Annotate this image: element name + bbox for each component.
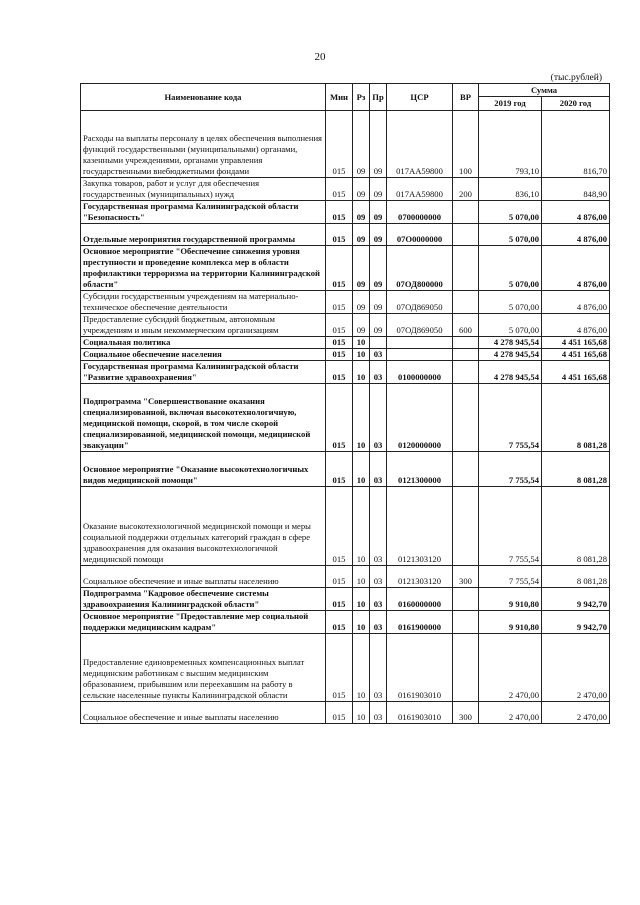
table-row [81,349,610,361]
cell-pr: 09 [370,224,387,246]
cell-pr: 03 [370,487,387,566]
cell-min: 015 [326,349,353,361]
cell-vr: 200 [453,178,479,201]
cell-name: Социальное обеспечение и иные выплаты населению [81,702,326,724]
cell-y2019: 793,10 [479,111,542,178]
cell-y2019: 4 278 945,54 [479,337,542,349]
cell-rz: 10 [353,588,370,611]
table-row [81,588,610,611]
cell-rz: 10 [353,611,370,634]
cell-y2019: 2 470,00 [479,702,542,724]
cell-pr: 09 [370,111,387,178]
cell-y2020: 2 470,00 [542,702,610,724]
cell-y2019: 4 278 945,54 [479,361,542,384]
cell-name: Государственная программа Калининградской области "Развитие здравоохранения" [81,361,326,384]
cell-rz: 10 [353,452,370,487]
cell-y2019: 5 070,00 [479,291,542,314]
cell-y2020: 4 451 165,68 [542,337,610,349]
header-csr: ЦСР [387,84,453,111]
cell-pr [370,337,387,349]
cell-csr: 0160000000 [387,588,453,611]
cell-vr [453,246,479,291]
cell-rz: 09 [353,224,370,246]
header-2019: 2019 год [479,97,542,111]
cell-min: 015 [326,702,353,724]
cell-min: 015 [326,588,353,611]
cell-vr [453,611,479,634]
table-row [81,487,610,566]
cell-y2020: 8 081,28 [542,566,610,588]
cell-name: Основное мероприятие "Обеспечение снижения уровня преступности и проведение комплекса мер в области профилактики терроризма на территории Калининградской области" [81,246,326,291]
cell-y2020: 4 876,00 [542,314,610,337]
cell-y2020: 2 470,00 [542,634,610,702]
cell-vr: 300 [453,566,479,588]
cell-min: 015 [326,611,353,634]
cell-vr: 600 [453,314,479,337]
cell-pr: 03 [370,384,387,452]
table-row [81,291,610,314]
cell-name: Закупка товаров, работ и услуг для обеспечения государственных (муниципальных) нужд [81,178,326,201]
cell-name: Социальная политика [81,337,326,349]
table-row [81,634,610,702]
cell-csr [387,349,453,361]
cell-csr: 0121303120 [387,487,453,566]
cell-pr: 03 [370,634,387,702]
budget-table [80,83,610,724]
cell-y2019: 5 070,00 [479,246,542,291]
header-rz: Рз [353,84,370,111]
cell-pr: 09 [370,201,387,224]
cell-min: 015 [326,384,353,452]
table-row [81,201,610,224]
cell-csr: 0700000000 [387,201,453,224]
cell-pr: 03 [370,361,387,384]
table-row [81,361,610,384]
cell-rz: 09 [353,314,370,337]
cell-vr [453,487,479,566]
header-2020: 2020 год [542,97,610,111]
cell-rz: 10 [353,634,370,702]
cell-name: Предоставление единовременных компенсационных выплат медицинским работникам с высшим медицинским образованием, прибывшим или переехавшим на работу в сельские населенные пункты Калининградской области [81,634,326,702]
cell-name: Предоставление субсидий бюджетным, автономным учреждениям и иным некоммерческим организациям [81,314,326,337]
cell-pr: 03 [370,452,387,487]
header-vr: ВР [453,84,479,111]
cell-pr: 03 [370,349,387,361]
cell-csr: 0121300000 [387,452,453,487]
cell-csr: 07ОД869050 [387,291,453,314]
cell-min: 015 [326,111,353,178]
cell-vr [453,361,479,384]
cell-min: 015 [326,452,353,487]
cell-y2019: 9 910,80 [479,611,542,634]
cell-name: Расходы на выплаты персоналу в целях обеспечения выполнения функций государственными (муниципальными) органами, казенными учреждениями, органами управления государственными внебюджетными фондами [81,111,326,178]
cell-y2020: 9 942,70 [542,588,610,611]
cell-vr: 100 [453,111,479,178]
cell-y2019: 7 755,54 [479,452,542,487]
cell-rz: 10 [353,384,370,452]
cell-pr: 03 [370,566,387,588]
cell-vr [453,349,479,361]
cell-y2020: 4 451 165,68 [542,361,610,384]
header-min: Мин [326,84,353,111]
cell-min: 015 [326,566,353,588]
cell-vr [453,224,479,246]
cell-csr [387,337,453,349]
header-pr: Пр [370,84,387,111]
cell-csr: 0161903010 [387,702,453,724]
units-label: (тыс.рублей) [550,73,602,83]
cell-vr [453,588,479,611]
cell-name: Социальное обеспечение и иные выплаты населению [81,566,326,588]
cell-vr [453,337,479,349]
cell-pr: 09 [370,314,387,337]
cell-y2020: 4 876,00 [542,224,610,246]
cell-min: 015 [326,224,353,246]
cell-name: Основное мероприятие "Оказание высокотехнологичных видов медицинской помощи" [81,452,326,487]
cell-y2020: 4 876,00 [542,291,610,314]
cell-y2019: 836,10 [479,178,542,201]
cell-vr [453,452,479,487]
cell-rz: 10 [353,566,370,588]
cell-csr: 017АА59800 [387,111,453,178]
table-row [81,246,610,291]
page-number: 20 [314,51,326,63]
cell-vr: 300 [453,702,479,724]
cell-rz: 10 [353,487,370,566]
table-row [81,384,610,452]
cell-y2020: 8 081,28 [542,487,610,566]
cell-min: 015 [326,201,353,224]
header-sum: Сумма [479,84,610,97]
cell-rz: 09 [353,291,370,314]
cell-min: 015 [326,337,353,349]
cell-y2019: 5 070,00 [479,224,542,246]
table-row [81,452,610,487]
cell-y2019: 9 910,80 [479,588,542,611]
cell-y2020: 8 081,28 [542,452,610,487]
cell-y2019: 7 755,54 [479,566,542,588]
cell-y2019: 2 470,00 [479,634,542,702]
cell-name: Подпрограмма "Кадровое обеспечение системы здравоохранения Калининградской области" [81,588,326,611]
cell-y2020: 4 876,00 [542,246,610,291]
cell-rz: 09 [353,111,370,178]
cell-y2019: 7 755,54 [479,384,542,452]
cell-rz: 09 [353,178,370,201]
cell-min: 015 [326,246,353,291]
cell-y2019: 4 278 945,54 [479,349,542,361]
cell-y2020: 4 876,00 [542,201,610,224]
cell-rz: 10 [353,702,370,724]
cell-csr: 0161903010 [387,634,453,702]
cell-rz: 10 [353,361,370,384]
table-row [81,611,610,634]
cell-vr [453,384,479,452]
cell-rz: 09 [353,201,370,224]
table-row [81,111,610,178]
cell-min: 015 [326,361,353,384]
cell-y2019: 5 070,00 [479,314,542,337]
cell-y2020: 9 942,70 [542,611,610,634]
cell-name: Государственная программа Калининградской области "Безопасность" [81,201,326,224]
table-row [81,314,610,337]
cell-y2020: 4 451 165,68 [542,349,610,361]
cell-name: Подпрограмма "Совершенствование оказания специализированной, включая высокотехнологичную, медицинской помощи, скорой, в том числе скорой специализированной, медицинской помощи, медицинской эвакуации" [81,384,326,452]
cell-pr: 09 [370,178,387,201]
cell-name: Социальное обеспечение населения [81,349,326,361]
cell-name: Отдельные мероприятия государственной программы [81,224,326,246]
cell-csr: 0120000000 [387,384,453,452]
cell-pr: 03 [370,611,387,634]
cell-csr: 0100000000 [387,361,453,384]
cell-vr [453,634,479,702]
cell-csr: 07О0000000 [387,224,453,246]
cell-min: 015 [326,314,353,337]
cell-name: Основное мероприятие "Предоставление мер социальной поддержки медицинским кадрам" [81,611,326,634]
cell-name: Субсидии государственным учреждениям на материально-техническое обеспечение деятельности [81,291,326,314]
cell-pr: 03 [370,702,387,724]
cell-y2020: 848,90 [542,178,610,201]
cell-pr: 09 [370,246,387,291]
cell-min: 015 [326,634,353,702]
cell-csr: 07ОД800000 [387,246,453,291]
table-row [81,702,610,724]
cell-rz: 09 [353,246,370,291]
cell-name: Оказание высокотехнологичной медицинской помощи и меры социальной поддержки отдельных категорий граждан в сфере здравоохранения для оказания высокотехнологичной медицинской помощи [81,487,326,566]
cell-y2019: 5 070,00 [479,201,542,224]
cell-min: 015 [326,487,353,566]
cell-y2020: 816,70 [542,111,610,178]
cell-csr: 0121303120 [387,566,453,588]
cell-min: 015 [326,178,353,201]
cell-pr: 09 [370,291,387,314]
table-row [81,337,610,349]
cell-csr: 0161900000 [387,611,453,634]
cell-vr [453,201,479,224]
cell-csr: 017АА59800 [387,178,453,201]
table-row [81,224,610,246]
cell-y2019: 7 755,54 [479,487,542,566]
cell-vr [453,291,479,314]
cell-rz: 10 [353,349,370,361]
cell-y2020: 8 081,28 [542,384,610,452]
cell-rz: 10 [353,337,370,349]
table-row [81,566,610,588]
cell-csr: 07ОД869050 [387,314,453,337]
cell-pr: 03 [370,588,387,611]
table-row [81,178,610,201]
cell-min: 015 [326,291,353,314]
header-name: Наименование кода [81,84,326,111]
